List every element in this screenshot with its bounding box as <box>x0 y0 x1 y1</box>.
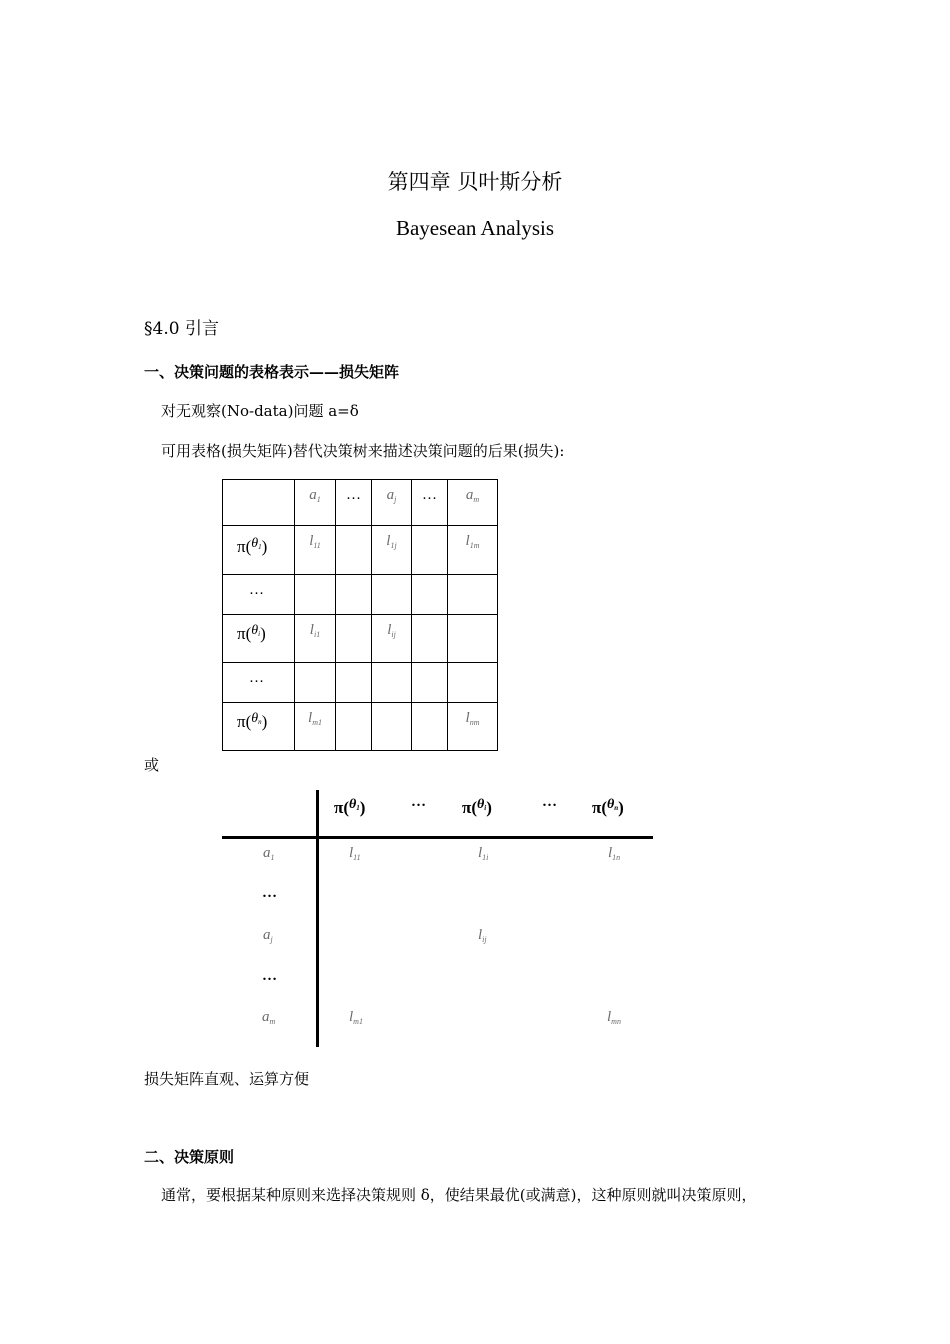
paragraph-no-data: 对无观察(No-data)问题 a=δ <box>161 402 359 420</box>
ellipsis: … <box>542 794 557 810</box>
table-cell <box>412 663 448 703</box>
loss-matrix-table <box>222 479 498 751</box>
table-row <box>223 526 498 575</box>
header-prior-theta-i: π($^{\theta_i}$) <box>462 797 492 817</box>
row-action-am: $a_m$ <box>262 1009 276 1026</box>
or-text: 或 <box>144 756 160 774</box>
action-am: $a_m$ <box>465 487 480 504</box>
row-action-aj: $a_j$ <box>263 927 273 944</box>
table-cell <box>295 615 336 663</box>
row-action-a1: $a_1$ <box>263 845 275 862</box>
table-cell <box>372 663 412 703</box>
table-cell <box>336 480 372 526</box>
table-cell <box>336 526 372 575</box>
subsection-heading-1: 一、决策问题的表格表示——损失矩阵 <box>144 363 400 381</box>
paragraph-decision-principle: 通常，要根据某种原则来选择决策规则 δ，使结果最优(或满意)，这种原则就叫决策原则， <box>161 1186 757 1204</box>
loss-lij: $l_{ij}$ <box>478 927 487 944</box>
chapter-title-english: Bayesean Analysis <box>395 216 555 240</box>
paragraph-loss-matrix: 可用表格(损失矩阵)替代决策树来描述决策问题的后果(损失): <box>161 442 565 460</box>
chapter-title: 第四章 贝叶斯分析 <box>387 170 563 194</box>
header-prior-theta-n: π($^{\theta_n}$) <box>592 797 624 817</box>
table-cell <box>412 615 448 663</box>
table-cell <box>223 575 295 615</box>
table-cell <box>223 526 295 575</box>
paragraph-loss-matrix-benefit: 损失矩阵直观、运算方便 <box>144 1070 310 1088</box>
loss-lm1: $l_{m1}$ <box>308 710 322 727</box>
table-cell <box>448 526 498 575</box>
loss-lij: $l_{ij}$ <box>387 622 396 639</box>
ellipsis: … <box>346 487 361 503</box>
table-cell <box>412 575 448 615</box>
prior-theta-1: π($^{\theta_1}$) <box>237 536 268 556</box>
ellipsis: … <box>249 670 264 686</box>
horizontal-rule <box>222 836 653 839</box>
table-cell <box>448 703 498 751</box>
table-cell <box>372 480 412 526</box>
action-aj: $a_j$ <box>386 487 397 504</box>
table-cell <box>336 663 372 703</box>
action-a1: $a_1$ <box>309 487 321 504</box>
loss-l11: $l_{11}$ <box>349 845 361 862</box>
table-cell <box>295 703 336 751</box>
loss-lnm: $l_{nm}$ <box>465 710 480 727</box>
table-cell <box>448 663 498 703</box>
table-row <box>223 575 498 615</box>
loss-lm1: $l_{m1}$ <box>349 1009 363 1026</box>
table-row <box>223 663 498 703</box>
table-cell <box>295 663 336 703</box>
prior-theta-i: π($^{\theta_i}$) <box>237 623 266 643</box>
loss-l1n: $l_{1n}$ <box>608 845 621 862</box>
loss-li1: $l_{i1}$ <box>309 622 321 639</box>
table-cell <box>295 526 336 575</box>
table-cell <box>372 575 412 615</box>
loss-l1i: $l_{1i}$ <box>478 845 489 862</box>
table-cell <box>223 703 295 751</box>
table-row <box>223 703 498 751</box>
prior-theta-n: π($^{\theta_n}$) <box>237 711 268 731</box>
table-cell <box>372 526 412 575</box>
ellipsis: … <box>262 885 277 901</box>
loss-l1m: $l_{1m}$ <box>465 533 480 550</box>
loss-l1j: $l_{1j}$ <box>386 533 397 550</box>
table-cell <box>223 480 295 526</box>
subsection-heading-2: 二、决策原则 <box>144 1148 235 1166</box>
loss-lmn: $l_{mn}$ <box>607 1009 621 1026</box>
table-cell <box>295 480 336 526</box>
table-cell <box>295 575 336 615</box>
vertical-rule <box>316 790 319 1047</box>
table-row <box>223 615 498 663</box>
table-cell <box>336 615 372 663</box>
table-cell <box>412 526 448 575</box>
table-cell <box>412 480 448 526</box>
section-heading: §4.0 引言 <box>144 319 219 339</box>
table-cell <box>412 703 448 751</box>
table-cell <box>372 703 412 751</box>
table-header-row <box>223 480 498 526</box>
table-cell <box>372 615 412 663</box>
table-cell <box>448 480 498 526</box>
table-cell <box>448 615 498 663</box>
table-cell <box>336 575 372 615</box>
table-cell <box>448 575 498 615</box>
ellipsis: … <box>411 794 426 810</box>
header-prior-theta-1: π($^{\theta_1}$) <box>334 797 366 817</box>
table-cell <box>223 663 295 703</box>
table-cell <box>223 615 295 663</box>
ellipsis: … <box>262 968 277 984</box>
ellipsis: … <box>422 487 437 503</box>
loss-l11: $l_{11}$ <box>309 533 321 550</box>
ellipsis: … <box>249 582 264 598</box>
table-cell <box>336 703 372 751</box>
